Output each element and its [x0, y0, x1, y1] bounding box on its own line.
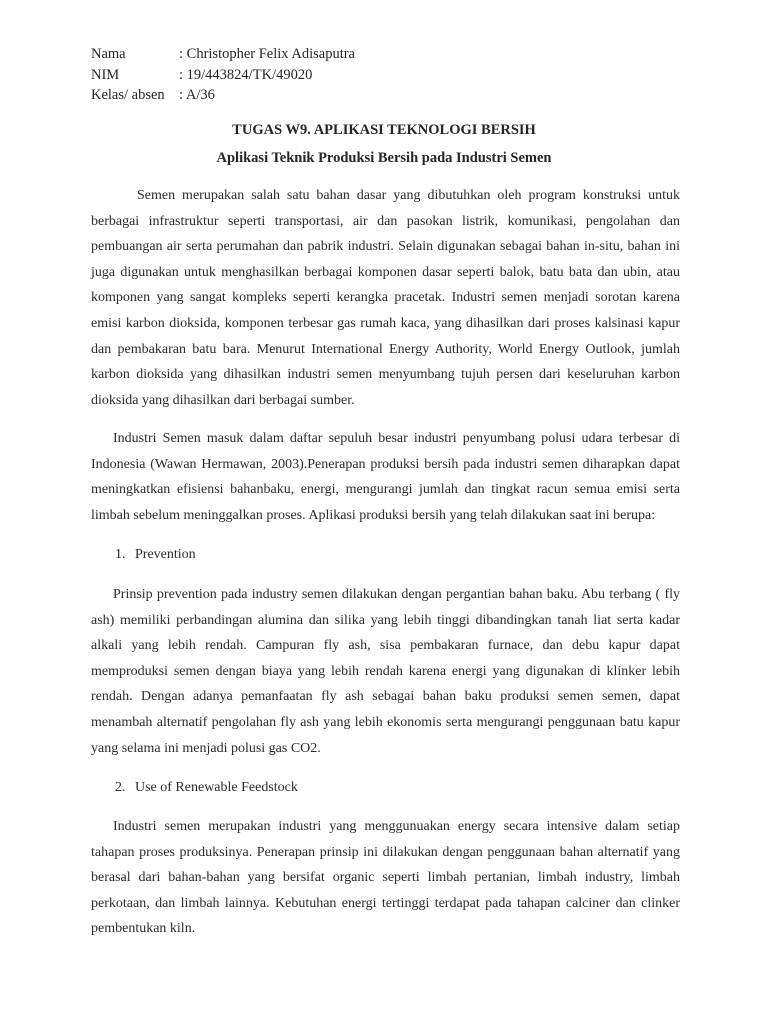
nim-value: : 19/443824/TK/49020 — [179, 66, 313, 83]
paragraph-intro: Semen merupakan salah satu bahan dasar yang dibutuhkan oleh program konstruksi untuk berbagai infrastruktur seperti transportasi, air dan pasokan listrik, komunikasi, pengolahan dan pembuangan air serta perumahan dan pabrik industri. Selain digunakan sebagai bahan in-situ, bahan ini juga digunakan untuk menghasilkan berbagai komponen dasar seperti balok, batu bata dan ubin, atau komponen yang sangat kompleks seperti kerangka pracetak. Industri semen menjadi sorotan karena emisi karbon dioksida, komponen terbesar gas rumah kaca, yang dihasilkan dari proses kalsinasi kapur dan pembakaran batu bara. Menurut International Energy Authority, World Energy Outlook, jumlah karbon dioksida yang dihasilkan industri semen menyumbang tujuh persen dari keseluruhan karbon dioksida yang dihasilkan dari berbagai sumber. — [91, 188, 680, 408]
student-info-header — [91, 44, 355, 106]
paragraph-cement-industry: Industri Semen masuk dalam daftar sepuluh besar industri penyumbang polusi udara terbesar di Indonesia (Wawan Hermawan, 2003).Penerapan produksi bersih pada industri semen diharapkan dapat meningkatkan efisiensi bahanbaku, energi, mengurangi jumlah dan tingkat racun semua emisi serta limbah sebelum meninggalkan proses. Aplikasi produksi bersih yang telah dilakukan saat ini berupa: — [91, 431, 680, 523]
section-number: 1. — [115, 547, 126, 562]
class-value: : A/36 — [179, 87, 215, 103]
section-heading-prevention — [115, 545, 196, 565]
header-row-nim — [91, 65, 355, 86]
section-heading-text: Prevention — [135, 547, 196, 562]
name-value: : Christopher Felix Adisaputra — [179, 46, 355, 62]
document-title: TUGAS W9. APLIKASI TEKNOLOGI BERSIH — [232, 122, 536, 138]
paragraph-renewable-feedstock: Industri semen merupakan industri yang menggunuakan energy secara intensive dalam setiap tahapan proses produksinya. Penerapan prinsip ini dilakukan dengan penggunaan bahan alternatif yang berasal dari bahan-bahan yang bersifat organic seperti limbah pertanian, limbah industry, limbah perkotaan, dan limbah lainnya. Kebutuhan energi tertinggi terdapat pada tahapan calciner dan clinker pembentukan kiln. — [91, 819, 680, 937]
section-number: 2. — [115, 780, 126, 795]
name-label: Nama — [91, 46, 126, 62]
document-subtitle: Aplikasi Teknik Produksi Bersih pada Industri Semen — [216, 150, 552, 166]
section-heading-text: Use of Renewable Feedstock — [135, 780, 298, 795]
paragraph-prevention: Prinsip prevention pada industry semen dilakukan dengan pergantian bahan baku. Abu terbang ( fly ash) memiliki perbandingan alumina dan silika yang lebih tinggi dibandingkan tanah liat serta kadar alkali yang lebih rendah. Campuran fly ash, sisa pembakaran furnace, dan debu kapur dapat memproduksi semen dengan biaya yang lebih rendah karena energi yang digunakan di klinker lebih rendah. Dengan adanya pemanfaatan fly ash sebagai bahan baku produksi semen semen, dapat menambah alternatif pengolahan fly ash yang lebih ekonomis serta mengurangi penggunaan batu kapur yang selama ini menjadi polusi gas CO2. — [91, 587, 680, 756]
class-label: Kelas/ absen — [91, 87, 165, 103]
header-row-class — [91, 85, 355, 106]
section-heading-renewable-feedstock — [115, 778, 298, 798]
nim-label: NIM — [91, 66, 120, 83]
header-row-name — [91, 44, 355, 65]
